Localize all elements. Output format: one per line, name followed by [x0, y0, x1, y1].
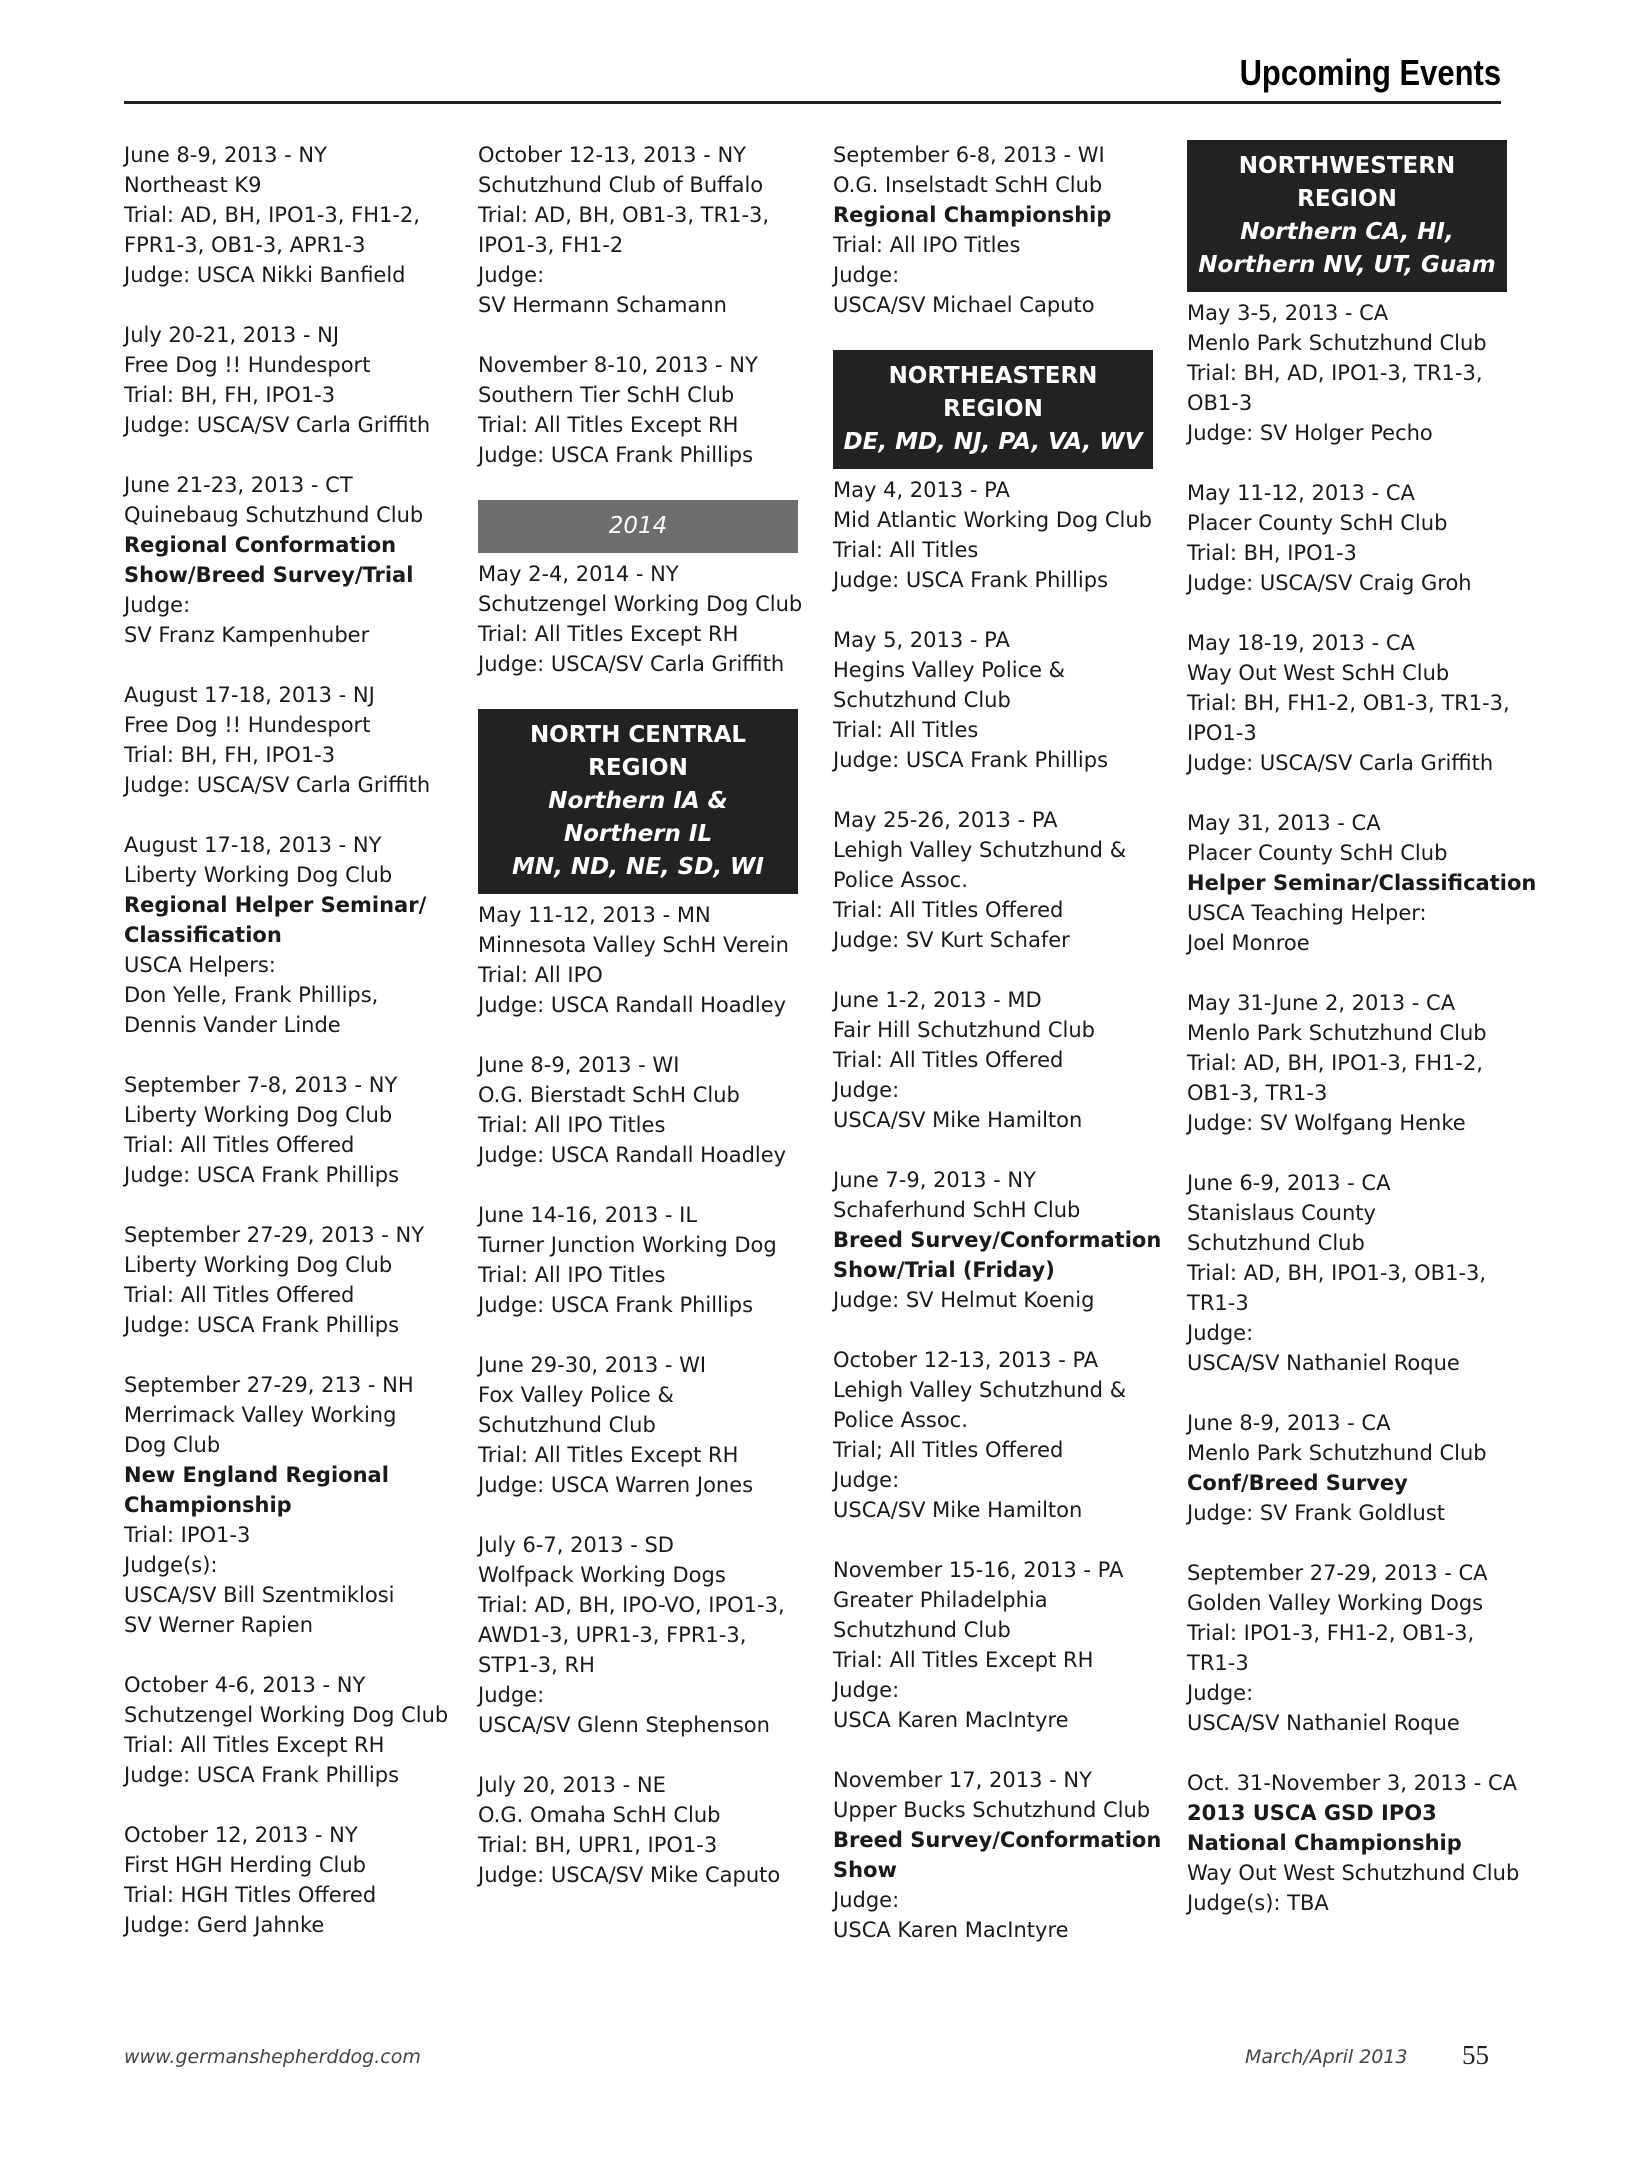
- event-line: Trial: BH, IPO1-3: [1187, 541, 1357, 565]
- event-line: Free Dog !! Hundesport: [124, 713, 371, 737]
- event-line: Trial: All Titles Except RH: [478, 413, 739, 437]
- event-line: Schutzengel Working Dog Club: [478, 592, 803, 616]
- event-line: June 8-9, 2013 - WI: [478, 1053, 680, 1077]
- region-title: NORTHWESTERN REGION: [1238, 153, 1456, 212]
- event-line: Judge: USCA Frank Phillips: [833, 568, 1109, 592]
- event-entry: [833, 1165, 1162, 1315]
- event-line: Judge: USCA Frank Phillips: [124, 1163, 400, 1187]
- event-line: Trial: All IPO: [478, 963, 603, 987]
- event-line: Trial: AD, BH, IPO-VO, IPO1-3,: [478, 1593, 785, 1617]
- event-line: Trial: All IPO Titles: [478, 1113, 666, 1137]
- event-entry: [478, 140, 800, 320]
- header-rule: [124, 101, 1501, 104]
- event-line: Trial: IPO1-3, FH1-2, OB1-3,: [1187, 1621, 1475, 1645]
- event-line: July 20, 2013 - NE: [478, 1773, 666, 1797]
- event-line: Liberty Working Dog Club: [124, 863, 393, 887]
- event-line: Merrimack Valley Working: [124, 1403, 397, 1427]
- event-entry: [124, 320, 446, 440]
- event-line: Southern Tier SchH Club: [478, 383, 735, 407]
- event-line: September 6-8, 2013 - WI: [833, 143, 1105, 167]
- event-line: November 8-10, 2013 - NY: [478, 353, 758, 377]
- event-line: May 2-4, 2014 - NY: [478, 562, 679, 586]
- event-line: Mid Atlantic Working Dog Club: [833, 508, 1152, 532]
- event-line: July 6-7, 2013 - SD: [478, 1533, 674, 1557]
- event-line: June 8-9, 2013 - CA: [1187, 1411, 1391, 1435]
- event-line: Judge: USCA Frank Phillips: [478, 1293, 754, 1317]
- event-line: Minnesota Valley SchH Verein: [478, 933, 789, 957]
- event-line: STP1-3, RH: [478, 1653, 595, 1677]
- event-line: Judge: SV Helmut Koenig: [833, 1288, 1095, 1312]
- region-title: NORTHEASTERN REGION: [888, 363, 1098, 422]
- event-line: Trial: BH, UPR1, IPO1-3: [478, 1833, 718, 1857]
- event-line: Trial: BH, FH1-2, OB1-3, TR1-3,: [1187, 691, 1510, 715]
- event-line: Judge: USCA/SV Carla Griffith: [478, 652, 785, 676]
- event-line: Fox Valley Police &: [478, 1383, 674, 1407]
- event-entry: [833, 805, 1155, 955]
- event-line: Judge: USCA Warren Jones: [478, 1473, 754, 1497]
- event-line: Trial: All Titles Offered: [833, 898, 1064, 922]
- column-3: [833, 140, 1162, 1975]
- region-subtitle: MN, ND, NE, SD, WI: [511, 854, 764, 880]
- event-line: Trial: IPO1-3: [124, 1523, 251, 1547]
- event-line: Menlo Park Schutzhund Club: [1187, 331, 1487, 355]
- event-line: O.G. Omaha SchH Club: [478, 1803, 721, 1827]
- event-line: Fair Hill Schutzhund Club: [833, 1018, 1095, 1042]
- event-line: USCA/SV Mike Hamilton: [833, 1498, 1083, 1522]
- event-line: Oct. 31-November 3, 2013 - CA: [1187, 1771, 1517, 1795]
- event-line: Trial: AD, BH, IPO1-3, OB1-3,: [1187, 1261, 1487, 1285]
- event-line: Judge: USCA Frank Phillips: [124, 1313, 400, 1337]
- event-line: Judge: SV Kurt Schafer: [833, 928, 1070, 952]
- event-line: Judge: USCA Frank Phillips: [833, 748, 1109, 772]
- event-highlight: Show: [833, 1858, 897, 1882]
- event-line: Schutzengel Working Dog Club: [124, 1703, 449, 1727]
- event-entry: [478, 559, 803, 679]
- event-line: Judge: USCA/SV Craig Groh: [1187, 571, 1472, 595]
- event-line: June 29-30, 2013 - WI: [478, 1353, 707, 1377]
- event-line: USCA Helpers:: [124, 953, 276, 977]
- event-line: SV Franz Kampenhuber: [124, 623, 370, 647]
- event-highlight: Regional Helper Seminar/: [124, 893, 427, 917]
- event-entry: [124, 1220, 446, 1340]
- event-line: Free Dog !! Hundesport: [124, 353, 371, 377]
- footer-url: www.germanshepherddog.com: [124, 2046, 421, 2068]
- event-entry: [1187, 628, 1509, 778]
- event-entry: [478, 1200, 800, 1320]
- event-line: May 25-26, 2013 - PA: [833, 808, 1058, 832]
- event-entry: [1187, 1408, 1509, 1528]
- event-highlight: Classification: [124, 923, 282, 947]
- event-line: Hegins Valley Police &: [833, 658, 1066, 682]
- event-entry: [124, 1820, 446, 1940]
- event-line: Menlo Park Schutzhund Club: [1187, 1441, 1487, 1465]
- event-entry: [833, 625, 1155, 775]
- event-line: October 12-13, 2013 - NY: [478, 143, 746, 167]
- event-highlight: Regional Conformation: [124, 533, 397, 557]
- event-entry: [833, 1345, 1155, 1525]
- event-line: USCA/SV Mike Hamilton: [833, 1108, 1083, 1132]
- event-line: Turner Junction Working Dog: [478, 1233, 777, 1257]
- event-line: Trial: All Titles Offered: [124, 1283, 355, 1307]
- event-line: Schaferhund SchH Club: [833, 1198, 1081, 1222]
- event-line: August 17-18, 2013 - NY: [124, 833, 382, 857]
- event-line: May 5, 2013 - PA: [833, 628, 1010, 652]
- event-line: Schutzhund Club: [478, 1413, 656, 1437]
- event-highlight: New England Regional: [124, 1463, 389, 1487]
- event-line: Judge:: [478, 263, 545, 287]
- event-highlight: Show/Trial (Friday): [833, 1258, 1055, 1282]
- event-entry: [478, 1350, 800, 1500]
- event-line: Menlo Park Schutzhund Club: [1187, 1021, 1487, 1045]
- event-line: USCA/SV Michael Caputo: [833, 293, 1095, 317]
- event-line: Schutzhund Club: [833, 1618, 1011, 1642]
- event-line: Trial: All Titles Offered: [833, 1048, 1064, 1072]
- event-line: Trial: AD, BH, IPO1-3, FH1-2,: [124, 203, 420, 227]
- region-header: [478, 709, 798, 894]
- event-line: Trial: HGH Titles Offered: [124, 1883, 377, 1907]
- page-title: Upcoming Events: [1239, 52, 1501, 93]
- event-entry: [1187, 1168, 1509, 1378]
- region-subtitle: Northern NV, UT, Guam: [1198, 252, 1496, 278]
- event-line: November 17, 2013 - NY: [833, 1768, 1092, 1792]
- event-entry: [1187, 478, 1509, 598]
- event-line: Judge: Gerd Jahnke: [124, 1913, 325, 1937]
- event-entry: [124, 1370, 446, 1640]
- region-subtitle: Northern IA & Northern IL: [548, 788, 728, 847]
- event-line: Judge:: [833, 1888, 900, 1912]
- event-line: Wolfpack Working Dogs: [478, 1563, 726, 1587]
- event-line: Dennis Vander Linde: [124, 1013, 341, 1037]
- event-line: Northeast K9: [124, 173, 262, 197]
- event-line: Judge(s):: [124, 1553, 218, 1577]
- event-entry: [833, 1765, 1162, 1945]
- event-line: IPO1-3: [1187, 721, 1257, 745]
- event-line: May 3-5, 2013 - CA: [1187, 301, 1389, 325]
- region-subtitle: 2014: [608, 513, 668, 539]
- event-line: Liberty Working Dog Club: [124, 1253, 393, 1277]
- event-line: May 18-19, 2013 - CA: [1187, 631, 1415, 655]
- event-line: September 27-29, 213 - NH: [124, 1373, 414, 1397]
- event-line: Trial: AD, BH, OB1-3, TR1-3,: [478, 203, 770, 227]
- event-line: Judge(s): TBA: [1187, 1891, 1329, 1915]
- event-line: May 31-June 2, 2013 - CA: [1187, 991, 1456, 1015]
- event-line: Golden Valley Working Dogs: [1187, 1591, 1484, 1615]
- event-line: Judge: USCA Frank Phillips: [478, 443, 754, 467]
- event-line: FPR1-3, OB1-3, APR1-3: [124, 233, 366, 257]
- event-line: Judge:: [833, 1468, 900, 1492]
- event-highlight: Helper Seminar/Classification: [1187, 871, 1537, 895]
- event-line: Schutzhund Club: [833, 688, 1011, 712]
- page-number: 55: [1462, 2040, 1489, 2070]
- event-line: Trial: All Titles Except RH: [478, 1443, 739, 1467]
- event-highlight: Championship: [124, 1493, 292, 1517]
- event-line: Judge: USCA/SV Carla Griffith: [124, 413, 431, 437]
- event-entry: [833, 1555, 1155, 1735]
- event-highlight: National Championship: [1187, 1831, 1462, 1855]
- event-line: Judge:: [833, 263, 900, 287]
- event-line: June 14-16, 2013 - IL: [478, 1203, 698, 1227]
- event-line: Trial: All Titles Except RH: [124, 1733, 385, 1757]
- event-highlight: Breed Survey/Conformation: [833, 1228, 1162, 1252]
- event-line: June 21-23, 2013 - CT: [124, 473, 353, 497]
- event-line: May 4, 2013 - PA: [833, 478, 1010, 502]
- event-line: USCA/SV Glenn Stephenson: [478, 1713, 770, 1737]
- event-entry: [478, 1530, 800, 1740]
- event-line: Trial: All Titles: [833, 718, 979, 742]
- event-line: Judge: SV Wolfgang Henke: [1187, 1111, 1466, 1135]
- event-entry: [1187, 298, 1509, 448]
- event-line: Judge: USCA/SV Carla Griffith: [124, 773, 431, 797]
- event-line: Stanislaus County: [1187, 1201, 1376, 1225]
- column-1: [124, 140, 449, 1970]
- column-2: [478, 140, 803, 1920]
- event-line: USCA Karen MacIntyre: [833, 1708, 1069, 1732]
- event-entry: [124, 1070, 446, 1190]
- event-line: Trial: All Titles Offered: [124, 1133, 355, 1157]
- event-line: Trial: BH, AD, IPO1-3, TR1-3,: [1187, 361, 1483, 385]
- event-entry: [1187, 988, 1509, 1138]
- event-line: O.G. Inselstadt SchH Club: [833, 173, 1103, 197]
- event-entry: [833, 985, 1155, 1135]
- event-entry: [124, 140, 446, 290]
- event-line: Judge: USCA Randall Hoadley: [478, 1143, 787, 1167]
- event-line: Judge:: [833, 1078, 900, 1102]
- event-highlight: 2013 USCA GSD IPO3: [1187, 1801, 1437, 1825]
- event-line: November 15-16, 2013 - PA: [833, 1558, 1124, 1582]
- event-line: Schutzhund Club of Buffalo: [478, 173, 764, 197]
- event-line: October 12, 2013 - NY: [124, 1823, 358, 1847]
- event-entry: [124, 1670, 449, 1790]
- event-line: May 31, 2013 - CA: [1187, 811, 1381, 835]
- event-line: Way Out West Schutzhund Club: [1187, 1861, 1520, 1885]
- event-line: Judge:: [833, 1678, 900, 1702]
- event-line: Trial: All Titles: [833, 538, 979, 562]
- event-line: September 27-29, 2013 - NY: [124, 1223, 425, 1247]
- event-line: June 6-9, 2013 - CA: [1187, 1171, 1391, 1195]
- event-line: Police Assoc.: [833, 868, 968, 892]
- event-line: Trial: BH, FH, IPO1-3: [124, 383, 336, 407]
- event-line: September 27-29, 2013 - CA: [1187, 1561, 1488, 1585]
- event-line: USCA/SV Nathaniel Roque: [1187, 1351, 1460, 1375]
- event-line: August 17-18, 2013 - NJ: [124, 683, 375, 707]
- event-line: Lehigh Valley Schutzhund &: [833, 838, 1127, 862]
- event-entry: [124, 680, 446, 800]
- event-line: OB1-3: [1187, 391, 1253, 415]
- event-line: Schutzhund Club: [1187, 1231, 1365, 1255]
- event-line: June 1-2, 2013 - MD: [833, 988, 1042, 1012]
- event-line: TR1-3: [1187, 1651, 1249, 1675]
- event-line: Trial: All IPO Titles: [478, 1263, 666, 1287]
- event-line: USCA/SV Nathaniel Roque: [1187, 1711, 1460, 1735]
- event-line: Quinebaug Schutzhund Club: [124, 503, 424, 527]
- region-title: NORTH CENTRAL REGION: [529, 722, 747, 781]
- event-entry: [124, 830, 446, 1040]
- event-entry: [478, 900, 800, 1020]
- event-line: Police Assoc.: [833, 1408, 968, 1432]
- event-line: Judge: USCA/SV Mike Caputo: [478, 1863, 781, 1887]
- event-line: Way Out West SchH Club: [1187, 661, 1450, 685]
- event-line: First HGH Herding Club: [124, 1853, 366, 1877]
- event-line: USCA Karen MacIntyre: [833, 1918, 1069, 1942]
- event-highlight: Conf/Breed Survey: [1187, 1471, 1408, 1495]
- event-line: May 11-12, 2013 - MN: [478, 903, 711, 927]
- event-highlight: Breed Survey/Conformation: [833, 1828, 1162, 1852]
- event-entry: [833, 475, 1155, 595]
- event-line: Upper Bucks Schutzhund Club: [833, 1798, 1151, 1822]
- event-line: AWD1-3, UPR1-3, FPR1-3,: [478, 1623, 747, 1647]
- event-line: Lehigh Valley Schutzhund &: [833, 1378, 1127, 1402]
- footer-issue: March/April 2013: [1245, 2046, 1408, 2068]
- region-header: [833, 350, 1153, 469]
- event-line: Judge:: [1187, 1681, 1254, 1705]
- region-subtitle: DE, MD, NJ, PA, VA, WV: [843, 429, 1143, 455]
- event-line: Judge: SV Holger Pecho: [1187, 421, 1433, 445]
- event-line: Liberty Working Dog Club: [124, 1103, 393, 1127]
- event-line: Judge: USCA Nikki Banfield: [124, 263, 406, 287]
- event-line: Greater Philadelphia: [833, 1588, 1048, 1612]
- event-line: September 7-8, 2013 - NY: [124, 1073, 398, 1097]
- event-line: Judge:: [1187, 1321, 1254, 1345]
- event-line: OB1-3, TR1-3: [1187, 1081, 1328, 1105]
- event-highlight: Regional Championship: [833, 203, 1112, 227]
- event-line: TR1-3: [1187, 1291, 1249, 1315]
- event-entry: [478, 1770, 800, 1890]
- event-highlight: Show/Breed Survey/Trial: [124, 563, 414, 587]
- event-line: Judge:: [478, 1683, 545, 1707]
- event-line: May 11-12, 2013 - CA: [1187, 481, 1415, 505]
- event-line: O.G. Bierstadt SchH Club: [478, 1083, 740, 1107]
- event-line: June 7-9, 2013 - NY: [833, 1168, 1036, 1192]
- event-line: Don Yelle, Frank Phillips,: [124, 983, 379, 1007]
- event-entry: [1187, 1768, 1520, 1918]
- event-line: USCA/SV Bill Szentmiklosi: [124, 1583, 395, 1607]
- event-entry: [1187, 808, 1537, 958]
- event-line: Judge: SV Frank Goldlust: [1187, 1501, 1446, 1525]
- event-line: SV Werner Rapien: [124, 1613, 314, 1637]
- event-entry: [478, 1050, 800, 1170]
- event-line: Placer County SchH Club: [1187, 511, 1448, 535]
- region-header: [478, 500, 798, 553]
- column-4: [1187, 140, 1537, 1948]
- event-line: IPO1-3, FH1-2: [478, 233, 624, 257]
- event-line: Trial: All Titles Except RH: [833, 1648, 1094, 1672]
- event-line: October 12-13, 2013 - PA: [833, 1348, 1099, 1372]
- event-line: Judge: USCA Randall Hoadley: [478, 993, 787, 1017]
- event-line: Trial: BH, FH, IPO1-3: [124, 743, 336, 767]
- event-line: Trial: AD, BH, IPO1-3, FH1-2,: [1187, 1051, 1483, 1075]
- region-header: [1187, 140, 1507, 292]
- event-line: Joel Monroe: [1187, 931, 1310, 955]
- event-line: Judge: USCA Frank Phillips: [124, 1763, 400, 1787]
- event-entry: [478, 350, 800, 470]
- region-subtitle: Northern CA, HI,: [1240, 219, 1454, 245]
- event-line: USCA Teaching Helper:: [1187, 901, 1427, 925]
- event-line: SV Hermann Schamann: [478, 293, 727, 317]
- event-entry: [1187, 1558, 1509, 1738]
- event-line: Trial; All Titles Offered: [833, 1438, 1064, 1462]
- event-line: October 4-6, 2013 - NY: [124, 1673, 366, 1697]
- event-line: Dog Club: [124, 1433, 221, 1457]
- event-line: Judge: USCA/SV Carla Griffith: [1187, 751, 1494, 775]
- event-line: Trial: All Titles Except RH: [478, 622, 739, 646]
- event-line: July 20-21, 2013 - NJ: [124, 323, 340, 347]
- event-line: Placer County SchH Club: [1187, 841, 1448, 865]
- event-line: Trial: All IPO Titles: [833, 233, 1021, 257]
- event-entry: [833, 140, 1155, 320]
- event-line: Judge:: [124, 593, 191, 617]
- event-entry: [124, 470, 446, 650]
- event-line: June 8-9, 2013 - NY: [124, 143, 327, 167]
